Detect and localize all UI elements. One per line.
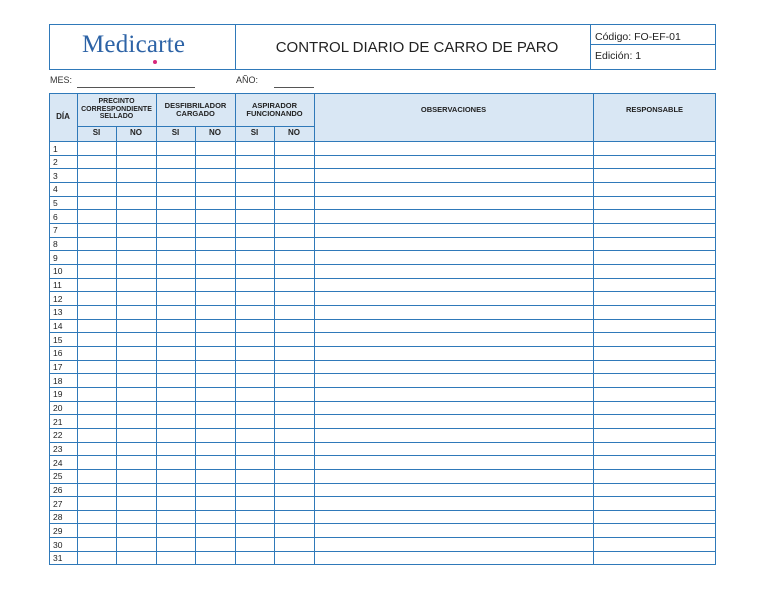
table-bottom-border (49, 564, 716, 565)
col-aspirator-header: ASPIRADOR FUNCIONANDO (246, 100, 303, 118)
row-line (49, 155, 716, 156)
day-number: 10 (53, 266, 63, 277)
day-number: 25 (53, 471, 63, 482)
col-seal-header: PRECINTO CORRESPONDIENTE SELLADO (81, 98, 152, 121)
column-line (314, 93, 315, 564)
row-line (49, 223, 716, 224)
day-number: 15 (53, 334, 63, 345)
row-line (49, 305, 716, 306)
row-line (49, 387, 716, 388)
column-line (77, 93, 78, 564)
form-title: CONTROL DIARIO DE CARRO DE PARO (275, 38, 559, 56)
day-number: 6 (53, 211, 58, 222)
day-number: 28 (53, 512, 63, 523)
day-number: 11 (53, 280, 62, 291)
defib-no-label: NO (209, 128, 221, 138)
col-responsible-header: RESPONSABLE (625, 104, 684, 114)
row-line (49, 551, 716, 552)
month-label: MES: (50, 75, 73, 85)
day-number: 23 (53, 444, 63, 455)
day-number: 9 (53, 252, 58, 263)
row-line (49, 141, 716, 142)
row-line (49, 250, 716, 251)
column-line (715, 93, 716, 564)
row-line (49, 373, 716, 374)
row-line (49, 428, 716, 429)
day-number: 29 (53, 525, 63, 536)
row-line (49, 523, 716, 524)
day-number: 3 (53, 170, 58, 181)
row-line (49, 414, 716, 415)
day-number: 17 (53, 362, 63, 373)
row-line (49, 196, 716, 197)
seal-no-label: NO (130, 128, 142, 138)
row-line (49, 442, 716, 443)
row-line (49, 237, 716, 238)
aspirator-yes-label: SI (250, 128, 259, 138)
row-line (49, 346, 716, 347)
defib-yes-label: SI (171, 128, 180, 138)
day-number: 30 (53, 539, 63, 550)
row-line (49, 291, 716, 292)
row-line (49, 496, 716, 497)
col-observations-header: OBSERVACIONES (420, 104, 487, 114)
aspirator-no-label: NO (288, 128, 300, 138)
row-line (49, 455, 716, 456)
medicarte-logo: Medicarte (82, 31, 186, 58)
day-number: 16 (53, 348, 63, 359)
day-number: 31 (53, 553, 63, 564)
day-number: 20 (53, 403, 63, 414)
table-top-border (49, 93, 716, 94)
day-number: 24 (53, 457, 63, 468)
day-number: 22 (53, 430, 63, 441)
column-line (235, 93, 236, 564)
row-line (49, 483, 716, 484)
col-day-header: DÍA (56, 111, 70, 121)
row-line (49, 264, 716, 265)
row-line (49, 401, 716, 402)
year-label: AÑO: (236, 75, 259, 85)
form-code: Código: FO-EF-01 (595, 31, 681, 43)
row-line (49, 319, 716, 320)
day-number: 19 (53, 389, 63, 400)
day-number: 2 (53, 157, 58, 168)
column-line (49, 93, 50, 564)
row-line (49, 537, 716, 538)
form-edition: Edición: 1 (595, 50, 642, 62)
day-number: 7 (53, 225, 58, 236)
day-number: 27 (53, 498, 63, 509)
day-number: 18 (53, 375, 63, 386)
seal-yes-label: SI (92, 128, 101, 138)
day-number: 14 (53, 321, 63, 332)
row-line (49, 360, 716, 361)
row-line (49, 332, 716, 333)
row-line (49, 469, 716, 470)
column-line (156, 93, 157, 564)
column-line (593, 93, 594, 564)
row-line (49, 510, 716, 511)
day-number: 12 (53, 293, 63, 304)
day-number: 5 (53, 198, 58, 209)
row-line (49, 182, 716, 183)
day-number: 4 (53, 184, 58, 195)
day-number: 1 (53, 143, 58, 154)
day-number: 21 (53, 416, 63, 427)
row-line (49, 278, 716, 279)
day-number: 8 (53, 239, 58, 250)
day-number: 26 (53, 485, 63, 495)
col-defib-header: DESFIBRILADOR CARGADO (164, 100, 227, 118)
row-line (49, 168, 716, 169)
row-line (49, 209, 716, 210)
day-number: 13 (53, 307, 63, 318)
